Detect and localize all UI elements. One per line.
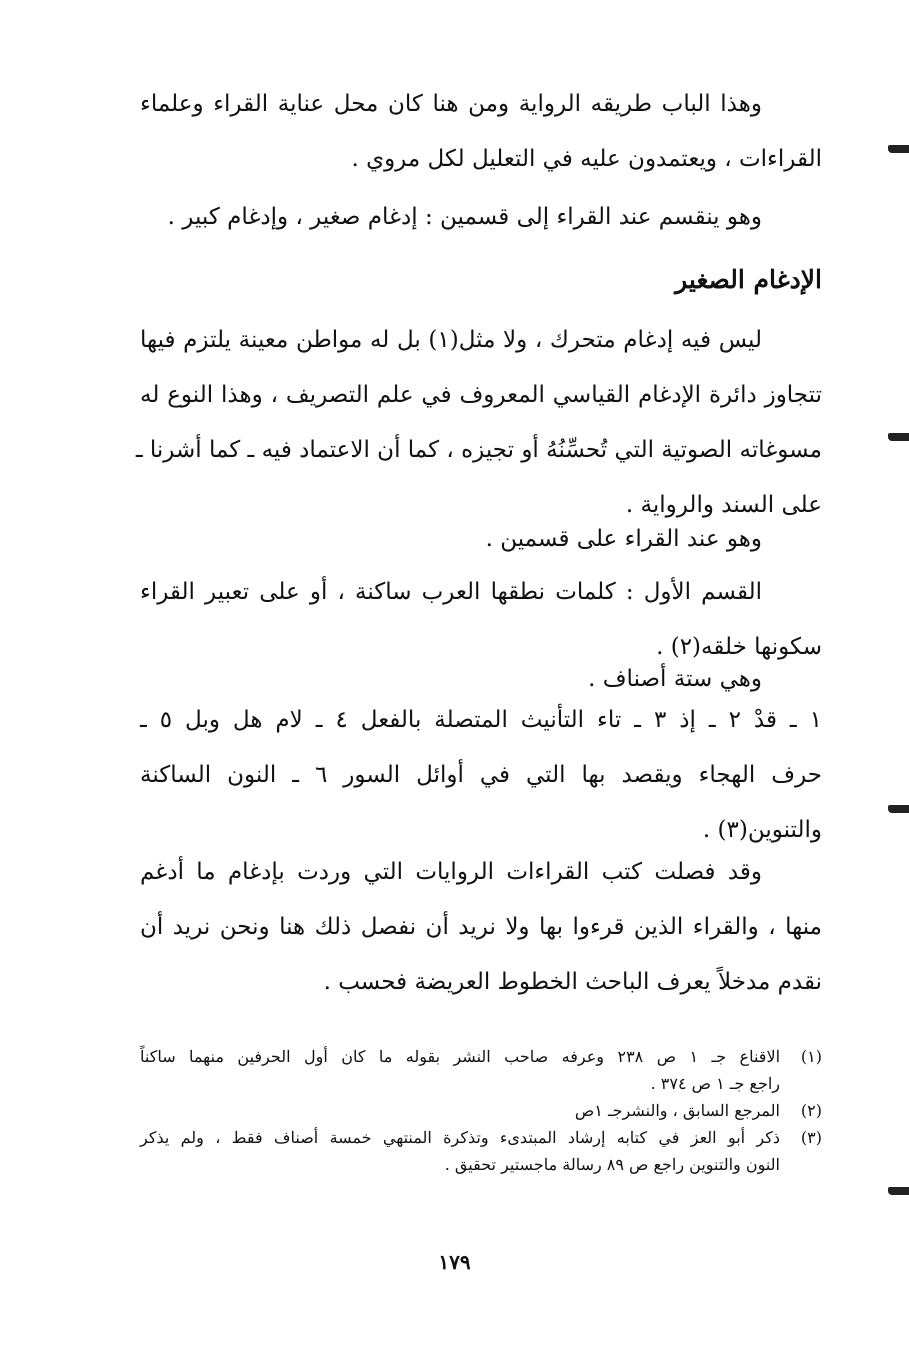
paragraph-5-line-1: القسم الأول : كلمات نطقها العرب ساكنة ، أو على تعبير القراء — [140, 579, 762, 605]
footnote-line: ذكر أبو العز في كتابه إرشاد المبتدىء وتذكرة المنتهي خمسة أصناف فقط ، ولم يذكر — [140, 1128, 780, 1147]
footnote-number: (٣) — [800, 1128, 822, 1147]
paragraph-7 — [140, 693, 822, 858]
footnote-number: (١) — [800, 1047, 822, 1066]
footnotes — [140, 1043, 822, 1178]
paragraph-3-line-3: مسوغاته الصوتية التي تُحسِّنُهُ أو تجيزه ، كما أن الاعتماد فيه ـ كما أشرنا ـ — [135, 437, 822, 463]
paragraph-7-line-3: والتنوين(٣) . — [702, 817, 822, 843]
paragraph-3 — [135, 313, 822, 533]
paragraph-3-line-1: ليس فيه إدغام متحرك ، ولا مثل(١) بل له مواطن معينة يلتزم فيها — [140, 327, 762, 353]
paragraph-5-line-2: سكونها خلقه(٢) . — [656, 634, 822, 660]
paragraph-1 — [140, 77, 822, 187]
paragraph-8-line-2: منها ، والقراء الذين قرءوا بها ولا نريد أن نفصل ذلك هنا ونحن نريد أن — [140, 914, 822, 940]
binding-mark — [888, 805, 909, 813]
footnote-text — [140, 1043, 780, 1097]
binding-mark — [888, 1187, 909, 1195]
footnote-text — [140, 1097, 780, 1124]
footnote-text — [140, 1124, 780, 1178]
footnote-line: راجع جـ ١ ص ٣٧٤ . — [650, 1074, 780, 1093]
page-number: ١٧٩ — [438, 1250, 471, 1274]
section-heading: الإدغام الصغير — [675, 265, 822, 294]
footnote-2 — [140, 1097, 822, 1124]
footnote-1 — [140, 1043, 822, 1097]
footnote-line: المرجع السابق ، والنشرجـ ١ص — [574, 1101, 780, 1120]
paragraph-1-line-2: القراءات ، ويعتمدون عليه في التعليل لكل مروي . — [351, 146, 822, 172]
paragraph-4 — [140, 512, 822, 567]
paragraph-7-line-1: ١ ـ قدْ ٢ ـ إذ ٣ ـ تاء التأنيث المتصلة بالفعل ٤ ـ لام هل وبل ٥ ـ — [140, 707, 822, 733]
paragraph-8-line-1: وقد فصلت كتب القراءات الروايات التي وردت بإدغام ما أدغم — [140, 859, 762, 885]
footnote-number: (٢) — [800, 1101, 822, 1120]
footnote-line: النون والتنوين راجع ص ٨٩ رسالة ماجستير تحقيق . — [444, 1155, 780, 1174]
paragraph-3-line-2: تتجاوز دائرة الإدغام القياسي المعروف في علم التصريف ، وهذا النوع له — [140, 382, 822, 408]
paragraph-4-line-1: وهو عند القراء على قسمين . — [485, 526, 762, 552]
binding-mark — [888, 433, 909, 441]
paragraph-7-line-2: حرف الهجاء ويقصد بها التي في أوائل السور ٦ ـ النون الساكنة — [140, 762, 822, 788]
paragraph-1-line-1: وهذا الباب طريقه الرواية ومن هنا كان محل عناية القراء وعلماء — [140, 91, 762, 117]
footnote-3 — [140, 1124, 822, 1178]
footnote-line: الاقناع جـ ١ ص ٢٣٨ وعرفه صاحب النشر بقوله ما كان أول الحرفين منهما ساكناً — [140, 1047, 781, 1066]
paragraph-8-line-3: نقدم مدخلاً يعرف الباحث الخطوط العريضة فحسب . — [323, 969, 822, 995]
paragraph-3-line-4: على السند والرواية . — [625, 492, 822, 518]
paragraph-2-line-1: وهو ينقسم عند القراء إلى قسمين : إدغام صغير ، وإدغام كبير . — [167, 204, 762, 230]
binding-mark — [888, 145, 909, 153]
paragraph-8 — [140, 845, 822, 1010]
paragraph-6-line-1: وهي ستة أصناف . — [588, 666, 762, 692]
paragraph-2 — [140, 190, 822, 245]
